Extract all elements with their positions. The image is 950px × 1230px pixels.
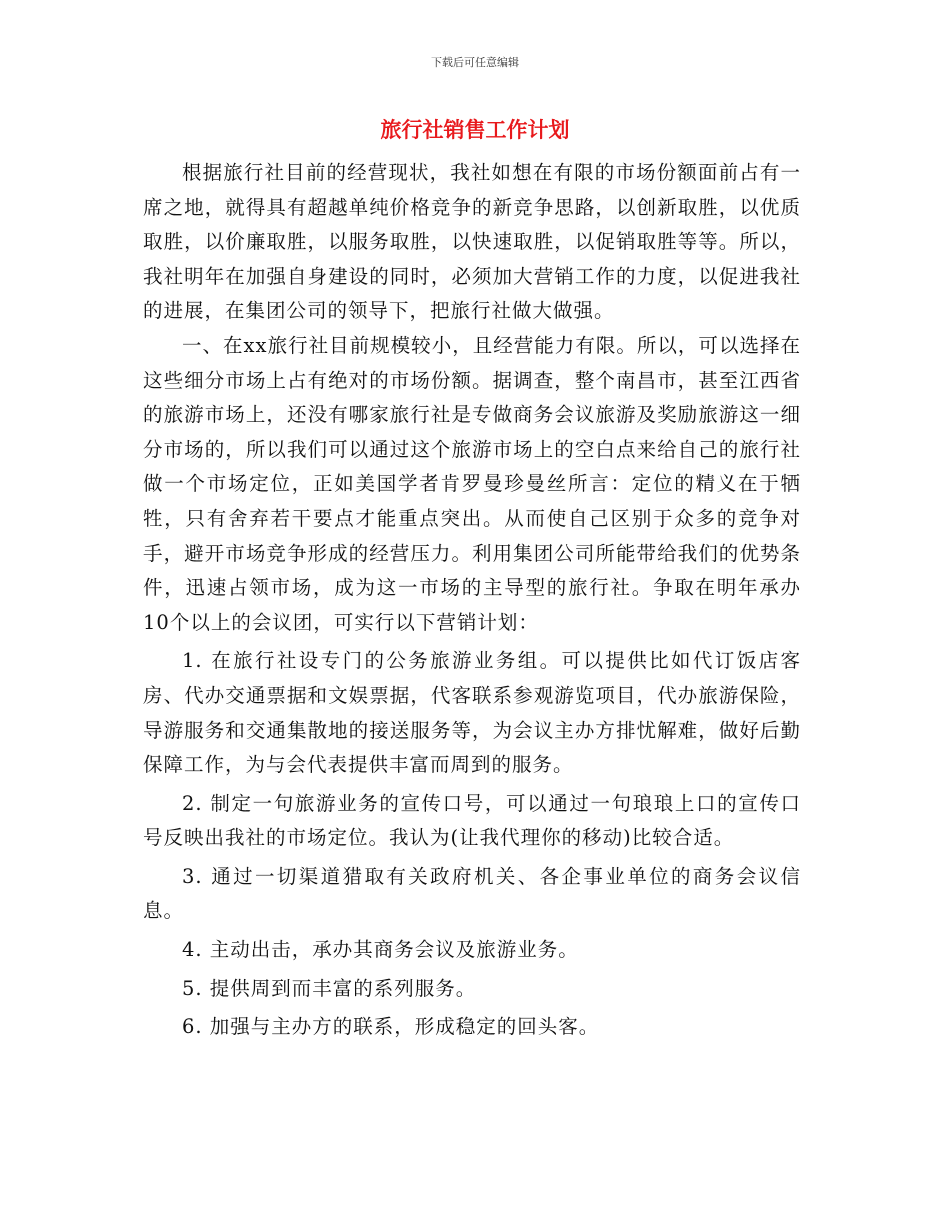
list-item-3: 3. 通过一切渠道猎取有关政府机关、各企事业单位的商务会议信息。 — [143, 864, 801, 923]
list-item-5: 5. 提供周到而丰富的系列服务。 — [182, 976, 477, 1000]
list-item-4: 4. 主动出击，承办其商务会议及旅游业务。 — [182, 938, 579, 962]
list-item-2: 2. 制定一句旅游业务的宣传口号，可以通过一句琅琅上口的宣传口号反映出我社的市场定位。我认为(让我代理你的移动)比较合适。 — [143, 791, 801, 850]
paragraph-section-one: 一、在xx旅行社目前规模较小，且经营能力有限。所以，可以选择在这些细分市场上占有绝对的市场份额。据调查，整个南昌市，甚至江西省的旅游市场上，还没有哪家旅行社是专做商务会议旅游及奖励旅游这一细分市场的，所以我们可以通过这个旅游市场上的空白点来给自己的旅行社做一个市场定位，正如美国学者肯罗曼珍曼丝所言：定位的精义在于牺牲，只有舍弃若干要点才能重点突出。从而使自己区别于众多的竞争对手，避开市场竞争形成的经营压力。利用集团公司所能带给我们的优势条件，迅速占领市场，成为这一市场的主导型的旅行社。争取在明年承办10个以上的会议团，可实行以下营销计划： — [143, 333, 801, 634]
header-note: 下载后可任意编辑 — [431, 56, 519, 69]
document-title: 旅行社销售工作计划 — [380, 118, 570, 142]
list-item-1: 1. 在旅行社设专门的公务旅游业务组。可以提供比如代订饭店客房、代办交通票据和文娱票据，代客联系参观游览项目，代办旅游保险，导游服务和交通集散地的接送服务等，为会议主办方排忧解难，做好后勤保障工作，为与会代表提供丰富而周到的服务。 — [143, 649, 801, 777]
document-body — [143, 156, 801, 1045]
list-item-6: 6. 加强与主办方的联系，形成稳定的回头客。 — [182, 1015, 600, 1039]
paragraph-intro: 根据旅行社目前的经营现状，我社如想在有限的市场份额面前占有一席之地，就得具有超越单纯价格竞争的新竞争思路，以创新取胜，以优质取胜，以价廉取胜，以服务取胜，以快速取胜，以促销取胜等等。所以，我社明年在加强自身建设的同时，必须加大营销工作的力度，以促进我社的进展，在集团公司的领导下，把旅行社做大做强。 — [143, 161, 801, 323]
